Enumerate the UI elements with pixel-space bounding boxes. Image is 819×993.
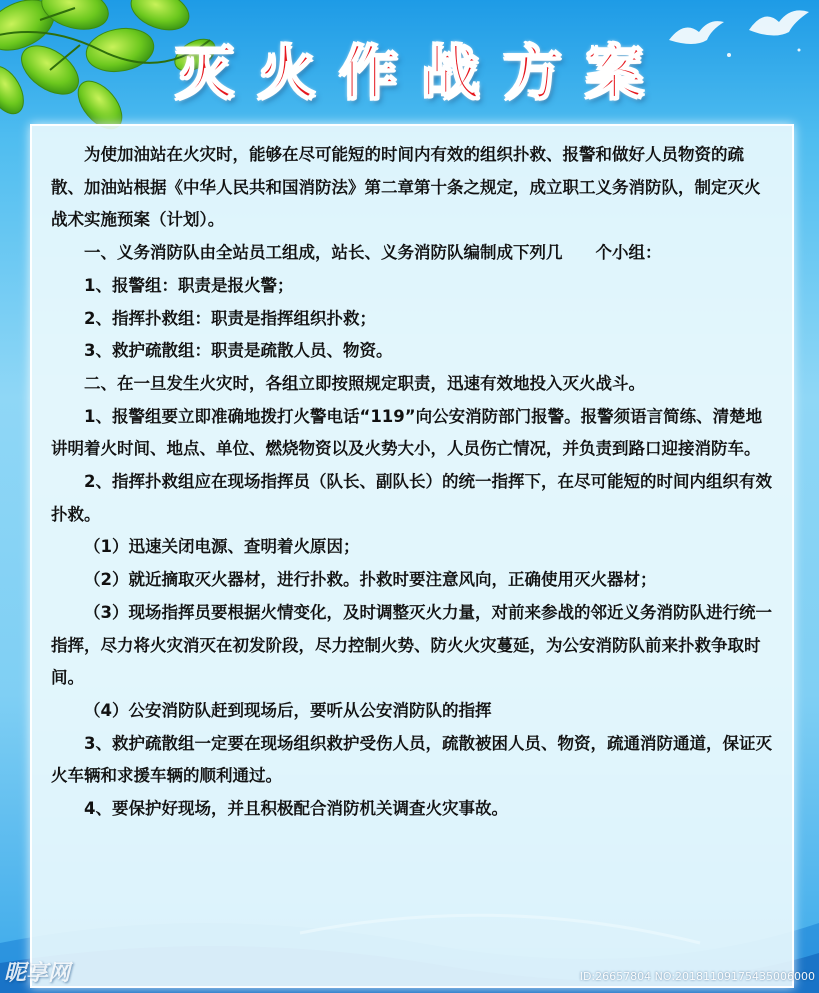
watermark-id: ID:26657804 NO:20181109175435006000 bbox=[579, 970, 815, 983]
paragraph: 1、报警组要立即准确地拨打火警电话“119”向公安消防部门报警。报警须语言简练、清楚地讲明着火时间、地点、单位、燃烧物资以及火势大小，人员伤亡情况，并负责到路口迎接消防车。 bbox=[51, 406, 763, 459]
paragraph: 2、指挥扑救组应在现场指挥员（队长、副队长）的统一指挥下，在尽可能短的时间内组织有效扑救。 bbox=[51, 472, 772, 524]
paragraph: （1）迅速关闭电源、查明着火原因； bbox=[84, 537, 360, 557]
paragraph: 2、指挥扑救组：职责是指挥组织扑救； bbox=[84, 308, 376, 328]
paragraph: 3、救护疏散组一定要在现场组织救护受伤人员，疏散被困人员、物资，疏通消防通道，保证灭火车辆和求援车辆的顺利通过。 bbox=[51, 733, 772, 786]
watermark-logo: 昵享网 bbox=[4, 961, 71, 986]
paragraph: 3、救护疏散组：职责是疏散人员、物资。 bbox=[84, 341, 393, 361]
paragraph: 一、义务消防队由全站员工组成，站长、义务消防队编制成下列几 个小组： bbox=[84, 243, 662, 263]
paragraph: 为使加油站在火灾时，能够在尽可能短的时间内有效的组织扑救、报警和做好人员物资的疏散、加油站根据《中华人民共和国消防法》第二章第十条之规定，成立职工义务消防队，制定灭火战术实施预案（计划）。 bbox=[51, 145, 761, 230]
paragraph: 4、要保护好现场，并且积极配合消防机关调查火灾事故。 bbox=[84, 799, 508, 819]
paragraph: （3）现场指挥员要根据火情变化，及时调整灭火力量，对前来参战的邻近义务消防队进行统一指挥，尽力将火灾消灭在初发阶段，尽力控制火势、防火火灾蔓延，为公安消防队前来扑救争取时间。 bbox=[51, 602, 772, 688]
paragraph: 1、报警组：职责是报火警； bbox=[84, 275, 294, 295]
paragraph: 二、在一旦发生火灾时，各组立即按照规定职责，迅速有效地投入灭火战斗。 bbox=[84, 373, 645, 393]
paragraph: （2）就近摘取灭火器材，进行扑救。扑救时要注意风向，正确使用灭火器材； bbox=[84, 570, 657, 590]
poster-title: 灭火作战方案 bbox=[175, 39, 668, 107]
paragraph: （4）公安消防队赶到现场后，要听从公安消防队的指挥 bbox=[84, 700, 492, 720]
document-body bbox=[51, 139, 776, 826]
